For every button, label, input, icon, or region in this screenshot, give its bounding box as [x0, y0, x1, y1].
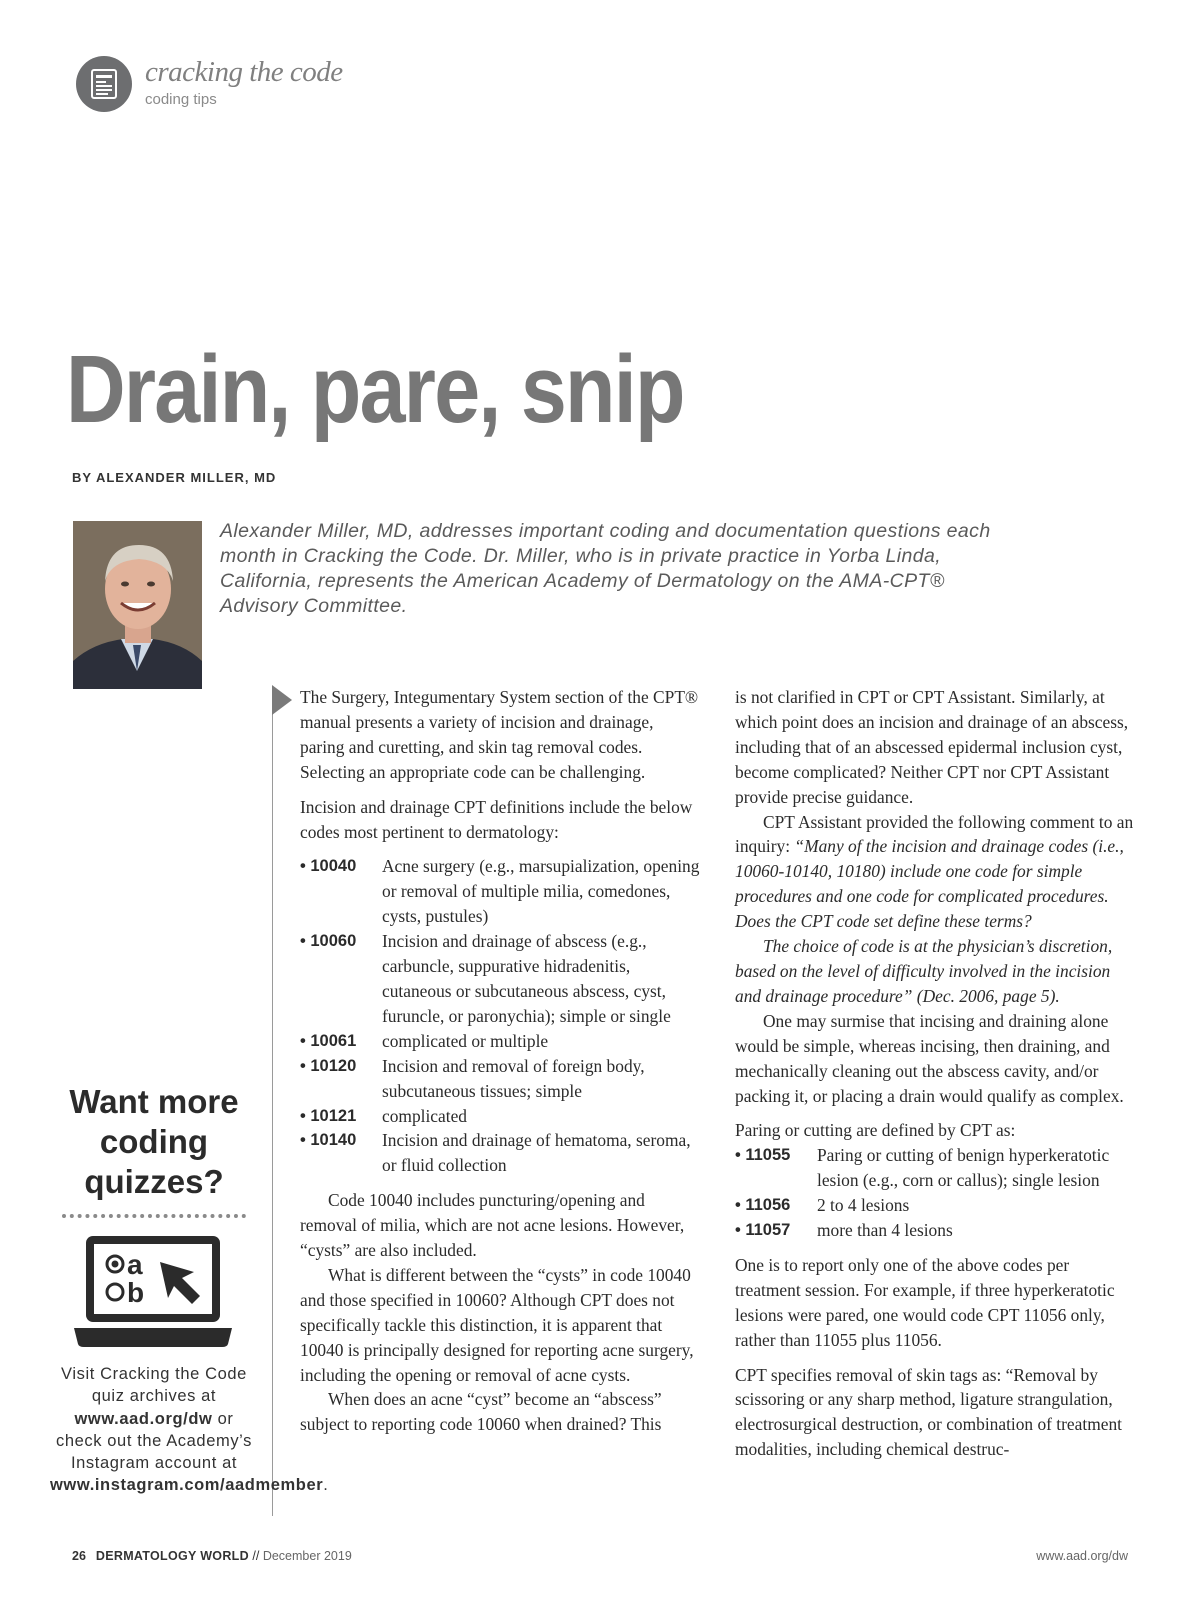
body-paragraph: Incision and drainage CPT definitions include the below codes most pertinent to dermatology:: [300, 796, 693, 842]
cpt-code-description: more than 4 lesions: [817, 1220, 953, 1241]
cpt-code-description: Incision and drainage of abscess (e.g., carbuncle, suppurative hidradenitis, cutaneous or subcutaneous abscess, cyst, furuncle, or paronychia); simple or single: [382, 931, 671, 1026]
body-paragraph: CPT specifies removal of skin tags as: “Removal by scissoring or any sharp method, ligature strangulation, electrosurgical destruction, or combination of treatment modalities, including chemical destruc-: [735, 1364, 1122, 1460]
cpt-code-description: Incision and drainage of hematoma, seroma, or fluid collection: [382, 1130, 691, 1176]
cpt-assistant-quote: “Many of the incision and drainage codes (i.e., 10060-10140, 10180) include one code for simple procedures and one code for complicated procedures. Does the CPT code set define these terms?: [735, 836, 1124, 932]
article-column-2: [735, 685, 1135, 1462]
cpt-code: • 10120: [300, 1056, 357, 1075]
laptop-option-a: a: [127, 1249, 143, 1280]
cpt-code-description: Paring or cutting of benign hyperkeratotic lesion (e.g., corn or callus); single lesion: [817, 1145, 1110, 1191]
cpt-code-description: 2 to 4 lesions: [817, 1195, 910, 1216]
section-subtitle: coding tips: [145, 91, 217, 108]
cpt-code: • 11056: [735, 1196, 791, 1215]
issue-date: December 2019: [262, 1549, 352, 1563]
article-column-1: [300, 685, 700, 1437]
cpt-code: • 10121: [300, 1106, 357, 1125]
article-intro: Alexander Miller, MD, addresses important coding and documentation questions each month in Cracking the Code. Dr. Miller, who is in private practice in Yorba Linda, California, represents the American Academy of Dermatology on the AMA-CPT® Advisory Committee.: [220, 520, 991, 617]
code-list-item: [300, 1128, 700, 1178]
paring-code-list: [735, 1143, 1135, 1243]
author-photo: [73, 521, 202, 689]
section-icon: [76, 56, 132, 112]
code-list-item: [300, 929, 700, 1029]
cpt-assistant-quote: The choice of code is at the physician’s discretion, based on the level of difficulty involved in the incision and drainage procedure” (Dec. 2006, page 5).: [735, 936, 1113, 1006]
footer-left: 26 DERMATOLOGY WORLD // December 2019: [72, 1549, 352, 1563]
cpt-code: • 10060: [300, 932, 357, 951]
code-list-item: [735, 1218, 1135, 1243]
cpt-code: • 11057: [735, 1221, 791, 1240]
code-list-item: [300, 1104, 700, 1129]
document-icon: [91, 69, 117, 99]
quiz-promo-text: Visit Cracking the Code quiz archives at www.aad.org/dw or check out the Academy’s Instagram account at www.instagram.com/aadmember.: [50, 1365, 329, 1495]
body-paragraph: is not clarified in CPT or CPT Assistant. Similarly, at which point does an incision and drainage of an abscess, including that of an abscessed epidermal inclusion cyst, become complicated? Neither CPT nor CPT Assistant provide precise guidance.: [735, 687, 1129, 807]
section-title: cracking the code: [145, 56, 343, 88]
body-paragraph: When does an acne “cyst” become an “abscess” subject to reporting code 10060 when drained? This: [300, 1389, 662, 1435]
cpt-code-description: complicated or multiple: [382, 1030, 549, 1051]
code-list-item: [300, 1029, 700, 1054]
cpt-code-description: Acne surgery (e.g., marsupialization, opening or removal of multiple milia, comedones, cysts, pustules): [382, 856, 700, 927]
column-rule: [272, 686, 273, 1516]
laptop-quiz-icon: [72, 1232, 234, 1355]
quiz-promo-title: Want more coding quizzes?: [69, 1083, 239, 1200]
article-start-arrow: [272, 685, 292, 715]
article-byline: BY ALEXANDER MILLER, MD: [72, 470, 277, 485]
page-number: 26: [72, 1549, 86, 1563]
author-portrait: [73, 521, 202, 689]
body-paragraph: Code 10040 includes puncturing/opening and removal of milia, which are not acne lesions. However, “cysts” are also included.: [300, 1190, 685, 1261]
code-list-item: [735, 1193, 1135, 1218]
footer-url[interactable]: www.aad.org/dw: [1036, 1549, 1128, 1563]
cpt-code-description: Incision and removal of foreign body, subcutaneous tissues; simple: [382, 1055, 645, 1101]
magazine-name: DERMATOLOGY WORLD: [95, 1549, 249, 1563]
body-paragraph: One may surmise that incising and draining alone would be simple, whereas incising, then draining, and mechanically cleaning out the abscess cavity, and/or packing it, or placing a drain would qualify as complex.: [735, 1010, 1124, 1106]
laptop-option-b: b: [127, 1277, 145, 1308]
body-paragraph: The Surgery, Integumentary System section of the CPT® manual presents a variety of incision and drainage, paring and curetting, and skin tag removal codes. Selecting an appropriate code can be challenging.: [300, 687, 699, 782]
instagram-link[interactable]: www.instagram.com/aadmember: [50, 1476, 324, 1495]
code-list-item: [735, 1143, 1135, 1193]
code-list-item: [300, 1054, 700, 1104]
cpt-code: • 10140: [300, 1131, 357, 1150]
body-paragraph: One is to report only one of the above codes per treatment session. For example, if three hyperkeratotic lesions were pared, one would code CPT 11056 only, rather than 11055 plus 11056.: [735, 1254, 1115, 1350]
body-paragraph: What is different between the “cysts” in code 10040 and those specified in 10060? Although CPT does not specifically tackle this distinction, it is apparent that 10040 is principally designed for reporting acne surgery, including the opening or removal of acne cysts.: [300, 1264, 694, 1385]
quiz-archive-link[interactable]: www.aad.org/dw: [74, 1409, 213, 1428]
cpt-code: • 11055: [735, 1146, 791, 1165]
code-list-item: [300, 854, 700, 929]
body-paragraph: CPT Assistant provided the following comment to an inquiry: “Many of the incision and drainage codes (i.e., 10060-10140, 10180) include one code for simple procedures and one code for complicated procedures. Does the CPT code set define these terms?: [735, 811, 1134, 932]
body-paragraph: Paring or cutting are defined by CPT as:: [735, 1120, 1016, 1141]
dotted-divider: [62, 1214, 246, 1218]
cpt-code: • 10061: [300, 1031, 357, 1050]
cpt-code-description: complicated: [382, 1105, 467, 1126]
article-headline: Drain, pare, snip: [66, 336, 684, 443]
cpt-code: • 10040: [300, 857, 357, 876]
incision-drainage-code-list: [300, 854, 700, 1178]
